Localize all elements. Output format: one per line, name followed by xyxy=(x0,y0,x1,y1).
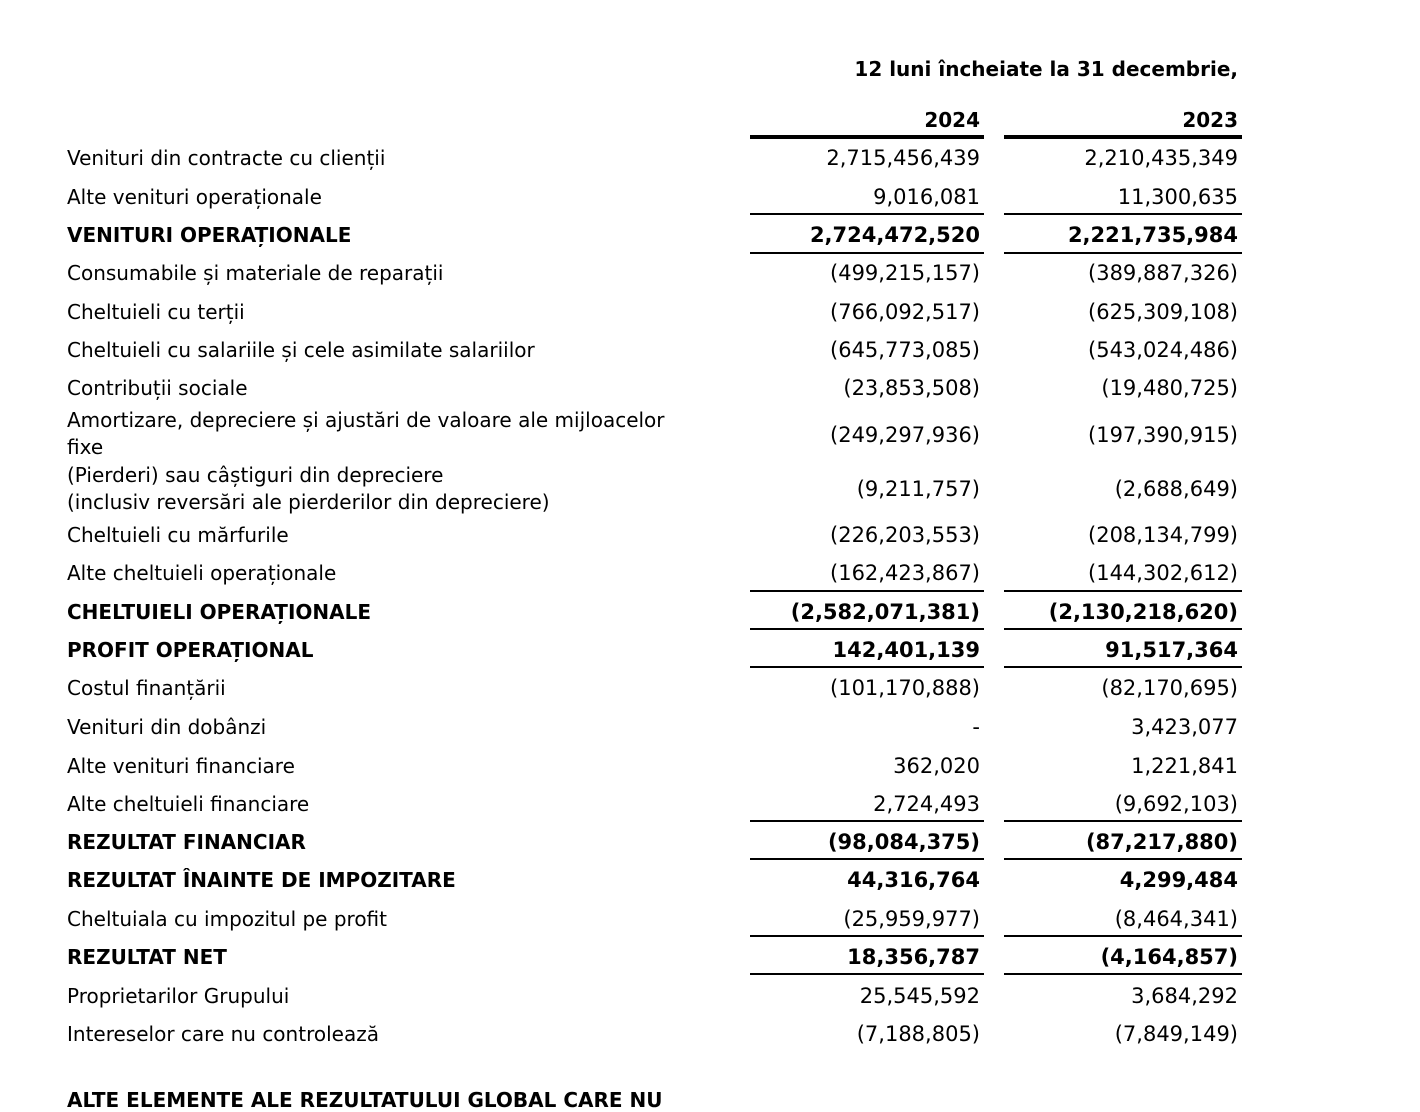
value-2023: (197,390,915) xyxy=(1088,423,1238,447)
value-2024: (766,092,517) xyxy=(830,300,980,324)
total-underline xyxy=(750,858,984,860)
value-2023: 11,300,635 xyxy=(1117,185,1238,209)
row-label: Contribuții sociale xyxy=(67,376,248,400)
total-underline xyxy=(750,628,984,630)
value-2024: (2,582,071,381) xyxy=(790,600,980,624)
value-2024: 2,724,493 xyxy=(873,792,980,816)
value-2023: (144,302,612) xyxy=(1088,561,1238,585)
value-2023: 3,423,077 xyxy=(1131,715,1238,739)
total-underline xyxy=(750,973,984,975)
total-underline xyxy=(1004,628,1242,630)
value-2023: (87,217,880) xyxy=(1085,830,1238,854)
value-2024: 2,715,456,439 xyxy=(826,146,980,170)
row-label: Amortizare, depreciere și ajustări de valoare ale mijloacelor fixe xyxy=(67,408,665,459)
value-2024: 44,316,764 xyxy=(847,868,980,892)
value-2023: (19,480,725) xyxy=(1101,376,1238,400)
next-section-heading: ALTE ELEMENTE ALE REZULTATULUI GLOBAL CARE NU xyxy=(67,1088,663,1112)
total-underline xyxy=(1004,935,1242,937)
row-label: Venituri din dobânzi xyxy=(67,715,267,739)
value-2024: 2,724,472,520 xyxy=(809,223,980,247)
value-2024: (499,215,157) xyxy=(830,261,980,285)
value-2024: 9,016,081 xyxy=(873,185,980,209)
total-underline xyxy=(1004,858,1242,860)
row-label: REZULTAT NET xyxy=(67,945,227,969)
total-underline xyxy=(1004,973,1242,975)
value-2023: 2,210,435,349 xyxy=(1084,146,1238,170)
row-label: Costul finanțării xyxy=(67,676,226,700)
value-2023: 2,221,735,984 xyxy=(1067,223,1238,247)
row-label: Venituri din contracte cu clienții xyxy=(67,146,386,170)
row-label: Alte venituri financiare xyxy=(67,754,295,778)
total-underline xyxy=(750,590,984,592)
year-2024-header: 2024 xyxy=(924,108,980,132)
row-label: Intereselor care nu controlează xyxy=(67,1022,379,1046)
total-underline xyxy=(1004,820,1242,822)
total-underline xyxy=(1004,252,1242,254)
value-2024: (98,084,375) xyxy=(827,830,980,854)
row-label: (Pierderi) sau câștiguri din depreciere (inclusiv reversări ale pierderilor din depreciere) xyxy=(67,463,550,514)
value-2023: (543,024,486) xyxy=(1088,338,1238,362)
year-2023-header: 2023 xyxy=(1182,108,1238,132)
value-2024: 362,020 xyxy=(893,754,980,778)
total-underline xyxy=(750,213,984,215)
total-underline xyxy=(750,252,984,254)
value-2023: (8,464,341) xyxy=(1114,907,1238,931)
value-2023: (208,134,799) xyxy=(1088,523,1238,547)
row-label: Cheltuieli cu salariile și cele asimilate salariilor xyxy=(67,338,535,362)
value-2024: - xyxy=(972,715,980,739)
row-label: Cheltuieli cu mărfurile xyxy=(67,523,289,547)
value-2024: (9,211,757) xyxy=(856,477,980,501)
value-2023: (2,688,649) xyxy=(1114,477,1238,501)
row-label: PROFIT OPERAȚIONAL xyxy=(67,638,314,662)
row-label: VENITURI OPERAȚIONALE xyxy=(67,223,352,247)
total-underline xyxy=(1004,213,1242,215)
period-heading: 12 luni încheiate la 31 decembrie, xyxy=(854,57,1238,81)
row-label: Alte cheltuieli operaționale xyxy=(67,561,337,585)
value-2024: (23,853,508) xyxy=(843,376,980,400)
value-2024: (7,188,805) xyxy=(856,1022,980,1046)
value-2023: 1,221,841 xyxy=(1131,754,1238,778)
value-2023: (625,309,108) xyxy=(1088,300,1238,324)
value-2023: (4,164,857) xyxy=(1100,945,1238,969)
row-label: Alte cheltuieli financiare xyxy=(67,792,310,816)
total-underline xyxy=(1004,590,1242,592)
value-2023: 3,684,292 xyxy=(1131,984,1238,1008)
value-2023: 91,517,364 xyxy=(1105,638,1238,662)
value-2024: (25,959,977) xyxy=(843,907,980,931)
row-label: Consumabile și materiale de reparații xyxy=(67,261,444,285)
row-label: CHELTUIELI OPERAȚIONALE xyxy=(67,600,372,624)
value-2023: (7,849,149) xyxy=(1114,1022,1238,1046)
total-underline xyxy=(750,820,984,822)
row-label: REZULTAT ÎNAINTE DE IMPOZITARE xyxy=(67,868,456,892)
total-underline xyxy=(1004,666,1242,668)
row-label: Proprietarilor Grupului xyxy=(67,984,290,1008)
row-label: Cheltuieli cu terții xyxy=(67,300,245,324)
value-2024: (162,423,867) xyxy=(830,561,980,585)
row-label: REZULTAT FINANCIAR xyxy=(67,830,306,854)
value-2024: (645,773,085) xyxy=(830,338,980,362)
value-2023: 4,299,484 xyxy=(1119,868,1238,892)
value-2023: (2,130,218,620) xyxy=(1048,600,1238,624)
value-2023: (9,692,103) xyxy=(1114,792,1238,816)
value-2024: (249,297,936) xyxy=(830,423,980,447)
total-underline xyxy=(750,935,984,937)
value-2024: 142,401,139 xyxy=(832,638,980,662)
value-2024: 18,356,787 xyxy=(847,945,980,969)
row-label: Alte venituri operaționale xyxy=(67,185,322,209)
value-2024: 25,545,592 xyxy=(859,984,980,1008)
total-underline xyxy=(750,666,984,668)
value-2024: (226,203,553) xyxy=(830,523,980,547)
value-2023: (82,170,695) xyxy=(1101,676,1238,700)
value-2023: (389,887,326) xyxy=(1088,261,1238,285)
value-2024: (101,170,888) xyxy=(830,676,980,700)
row-label: Cheltuiala cu impozitul pe profit xyxy=(67,907,387,931)
